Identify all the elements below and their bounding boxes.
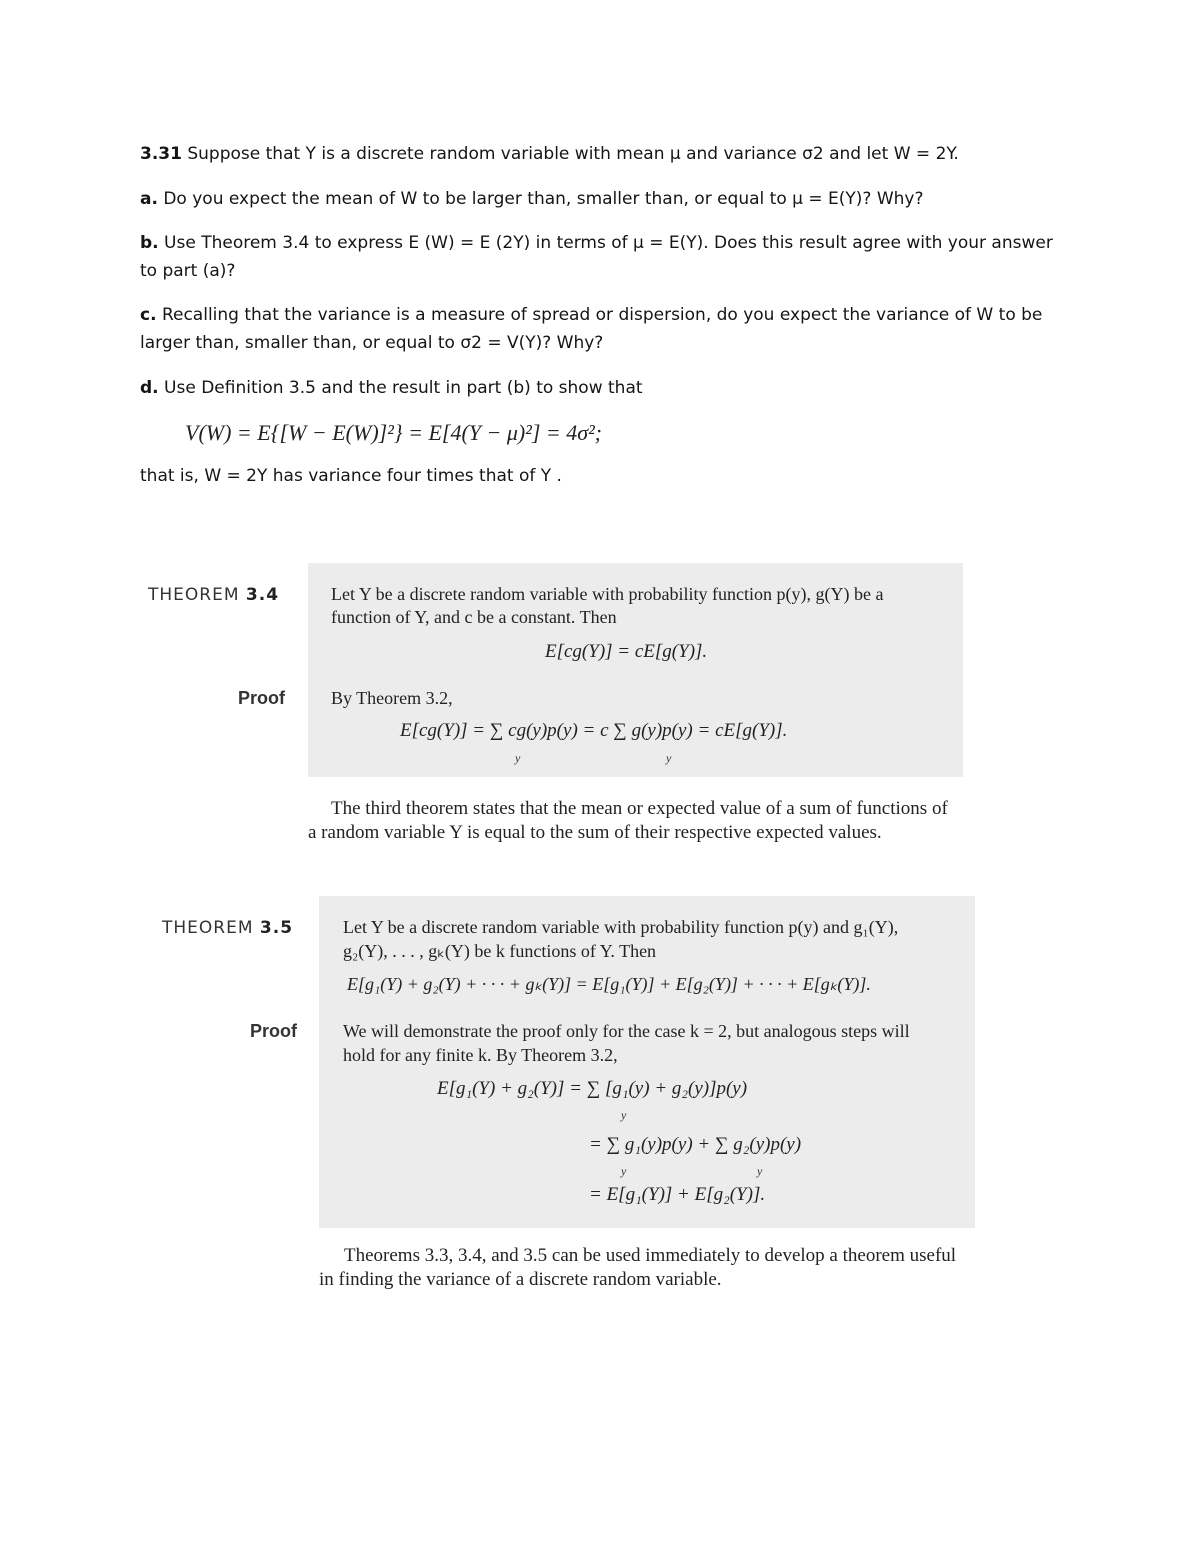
part-b-text: Use Theorem 3.4 to express E (W) = E (2Y) in terms of μ = E(Y). Does this result agree with your answer to part (a)? xyxy=(140,233,1053,281)
theorem-35-proof-line-1: We will demonstrate the proof only for the case k = 2, but analogous steps will xyxy=(343,1021,910,1041)
part-b-label: b. xyxy=(140,233,159,253)
theorem-34-word: THEOREM xyxy=(148,585,240,605)
theorem-35-step-1: E[g₁(Y) + g₂(Y)] = ∑ [g₁(y) + g₂(y)]p(y) xyxy=(437,1078,748,1099)
theorem-34-proof-label: Proof xyxy=(238,688,285,708)
theorem-35-formula: E[g₁(Y) + g₂(Y) + · · · + gₖ(Y)] = E[g₁(Y)] + E[g₂(Y)] + · · · + E[gₖ(Y)]. xyxy=(347,974,871,994)
part-d-label: d. xyxy=(140,378,159,398)
theorem-34-number: 3.4 xyxy=(245,585,280,605)
theorem-35-sum-index-2: y xyxy=(621,1164,627,1178)
theorem-34-proof-formula: E[cg(Y)] = ∑ cg(y)p(y) = c ∑ g(y)p(y) = cE[g(Y)]. xyxy=(400,720,788,741)
theorem-35-sum-index-3: y xyxy=(757,1164,763,1178)
theorem-34-label xyxy=(148,585,279,605)
theorem-35-sum-index-1: y xyxy=(621,1108,627,1122)
part-b xyxy=(140,229,1075,285)
theorem-35-box xyxy=(319,896,975,1228)
theorem-35-label xyxy=(162,918,293,938)
theorem-34-statement-2: function of Y, and c be a constant. Then xyxy=(331,607,617,627)
part-d xyxy=(140,374,1075,402)
part-c xyxy=(140,301,1075,357)
paragraph-1-line-2: a random variable Y is equal to the sum of their respective expected values. xyxy=(308,822,882,843)
part-a-label: a. xyxy=(140,189,158,209)
theorem-35-step-3: = E[g₁(Y)] + E[g₂(Y)]. xyxy=(589,1184,766,1205)
part-c-label: c. xyxy=(140,305,157,325)
theorem-34-proof-intro: By Theorem 3.2, xyxy=(331,688,453,708)
problem-intro xyxy=(140,140,1075,168)
paragraph-1-line-1: The third theorem states that the mean or expected value of a sum of functions of xyxy=(331,798,948,819)
paragraph-2-line-2: in finding the variance of a discrete random variable. xyxy=(319,1269,722,1290)
theorem-34-sum-index-1: y xyxy=(515,751,521,765)
theorem-35-word: THEOREM xyxy=(162,918,254,938)
theorem-35-proof-label: Proof xyxy=(250,1021,297,1041)
theorem-34-statement-1: Let Y be a discrete random variable with probability function p(y), g(Y) be a xyxy=(331,584,884,604)
part-d-conclusion: that is, W = 2Y has variance four times that of Y . xyxy=(140,466,562,486)
theorem-35-step-2: = ∑ g₁(y)p(y) + ∑ g₂(y)p(y) xyxy=(589,1134,802,1155)
part-c-text: Recalling that the variance is a measure of spread or dispersion, do you expect the variance of W to be larger than, smaller than, or equal to σ2 = V(Y)? Why? xyxy=(140,305,1043,353)
problem-intro-text: Suppose that Y is a discrete random variable with mean μ and variance σ2 and let W = 2Y. xyxy=(187,144,959,164)
theorem-35-statement-1: Let Y be a discrete random variable with probability function p(y) and g₁(Y), xyxy=(343,917,899,937)
theorem-34-sum-index-2: y xyxy=(666,751,672,765)
part-a xyxy=(140,185,1075,213)
paragraph-2-line-1: Theorems 3.3, 3.4, and 3.5 can be used immediately to develop a theorem useful xyxy=(344,1245,957,1266)
theorem-35-statement-2: g₂(Y), . . . , gₖ(Y) be k functions of Y. Then xyxy=(343,941,657,961)
part-d-text: Use Definition 3.5 and the result in part (b) to show that xyxy=(164,378,643,398)
theorem-35-number: 3.5 xyxy=(259,918,294,938)
theorem-34-box xyxy=(308,563,963,777)
theorem-35-proof-line-2: hold for any finite k. By Theorem 3.2, xyxy=(343,1045,618,1065)
part-a-text: Do you expect the mean of W to be larger than, smaller than, or equal to μ = E(Y)? Why? xyxy=(163,189,924,209)
problem-number: 3.31 xyxy=(140,144,182,164)
theorem-34-formula: E[cg(Y)] = cE[g(Y)]. xyxy=(545,641,708,662)
part-d-equation: V(W) = E{[W − E(W)]²} = E[4(Y − μ)²] = 4σ²; xyxy=(185,420,603,445)
